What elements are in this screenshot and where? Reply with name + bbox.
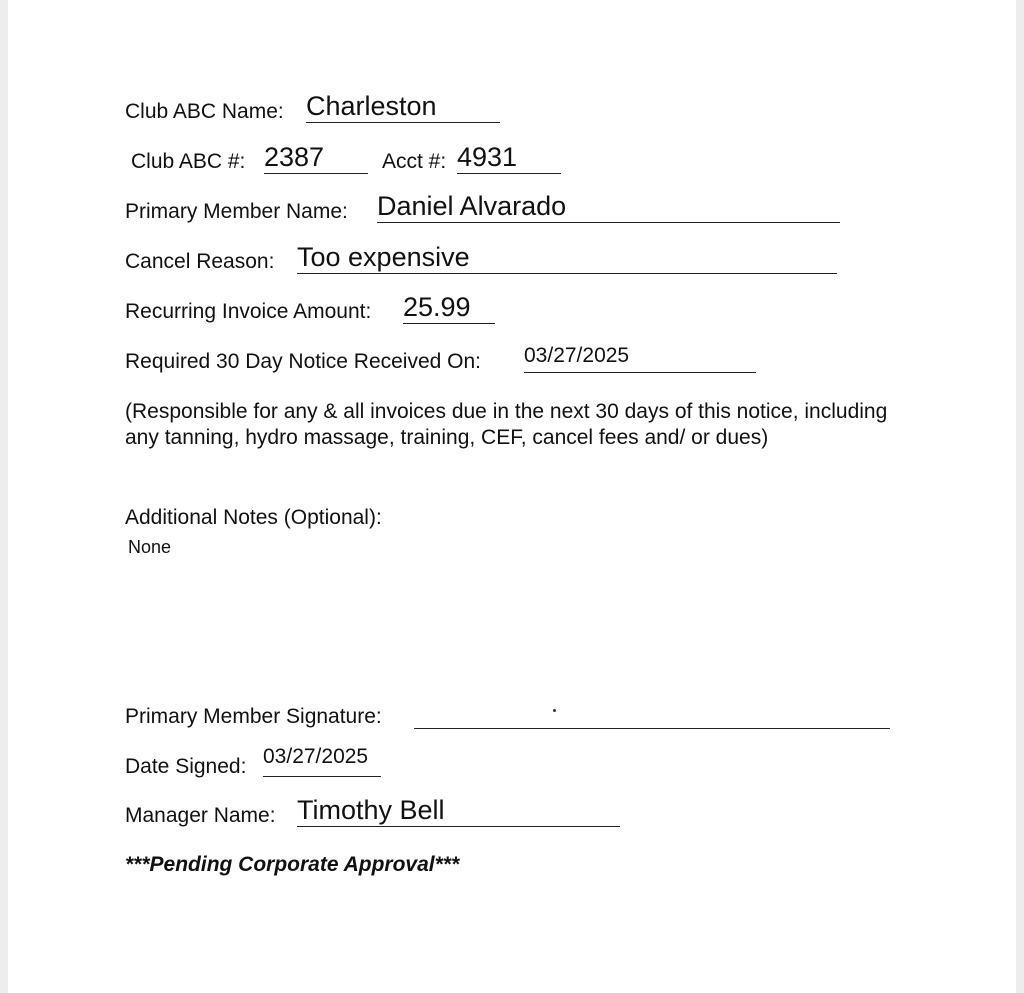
member-name-underline xyxy=(377,222,840,223)
notice-label: Required 30 Day Notice Received On: xyxy=(125,350,482,373)
signature-label: Primary Member Signature: xyxy=(125,705,382,728)
acct-number-value: 4931 xyxy=(457,142,518,172)
date-signed-label: Date Signed: xyxy=(125,755,247,778)
manager-name-value: Timothy Bell xyxy=(297,795,445,825)
document-page xyxy=(8,0,1016,993)
notice-date-underline xyxy=(524,372,756,373)
date-signed-underline xyxy=(263,776,381,777)
approval-status: ***Pending Corporate Approval*** xyxy=(125,853,460,876)
club-name-label: Club ABC Name: xyxy=(125,100,284,123)
member-name-value: Daniel Alvarado xyxy=(377,191,567,221)
disclaimer-text: (Responsible for any & all invoices due in the next 30 days of this notice, including any tanning, hydro massage, training, CEF, cancel fees and/ or dues) xyxy=(125,400,888,449)
date-signed-value: 03/27/2025 xyxy=(263,745,369,768)
invoice-amount-underline xyxy=(403,323,495,324)
signature-line xyxy=(414,728,890,729)
club-number-underline xyxy=(264,173,368,174)
manager-name-label: Manager Name: xyxy=(125,804,276,827)
notice-date-value: 03/27/2025 xyxy=(524,344,630,367)
signature-mark xyxy=(553,709,556,712)
manager-name-underline xyxy=(297,826,620,827)
invoice-amount-value: 25.99 xyxy=(403,292,471,322)
acct-number-underline xyxy=(457,173,561,174)
club-name-value: Charleston xyxy=(306,91,437,121)
cancel-reason-label: Cancel Reason: xyxy=(125,250,275,273)
member-name-label: Primary Member Name: xyxy=(125,200,348,223)
club-number-value: 2387 xyxy=(264,142,325,172)
invoice-amount-label: Recurring Invoice Amount: xyxy=(125,300,372,323)
cancel-reason-value: Too expensive xyxy=(297,242,470,272)
cancel-reason-underline xyxy=(297,273,837,274)
club-name-underline xyxy=(306,122,500,123)
club-number-label: Club ABC #: xyxy=(131,150,246,173)
notes-label: Additional Notes (Optional): xyxy=(125,506,382,529)
acct-label: Acct #: xyxy=(382,150,447,173)
notes-value: None xyxy=(128,537,172,557)
